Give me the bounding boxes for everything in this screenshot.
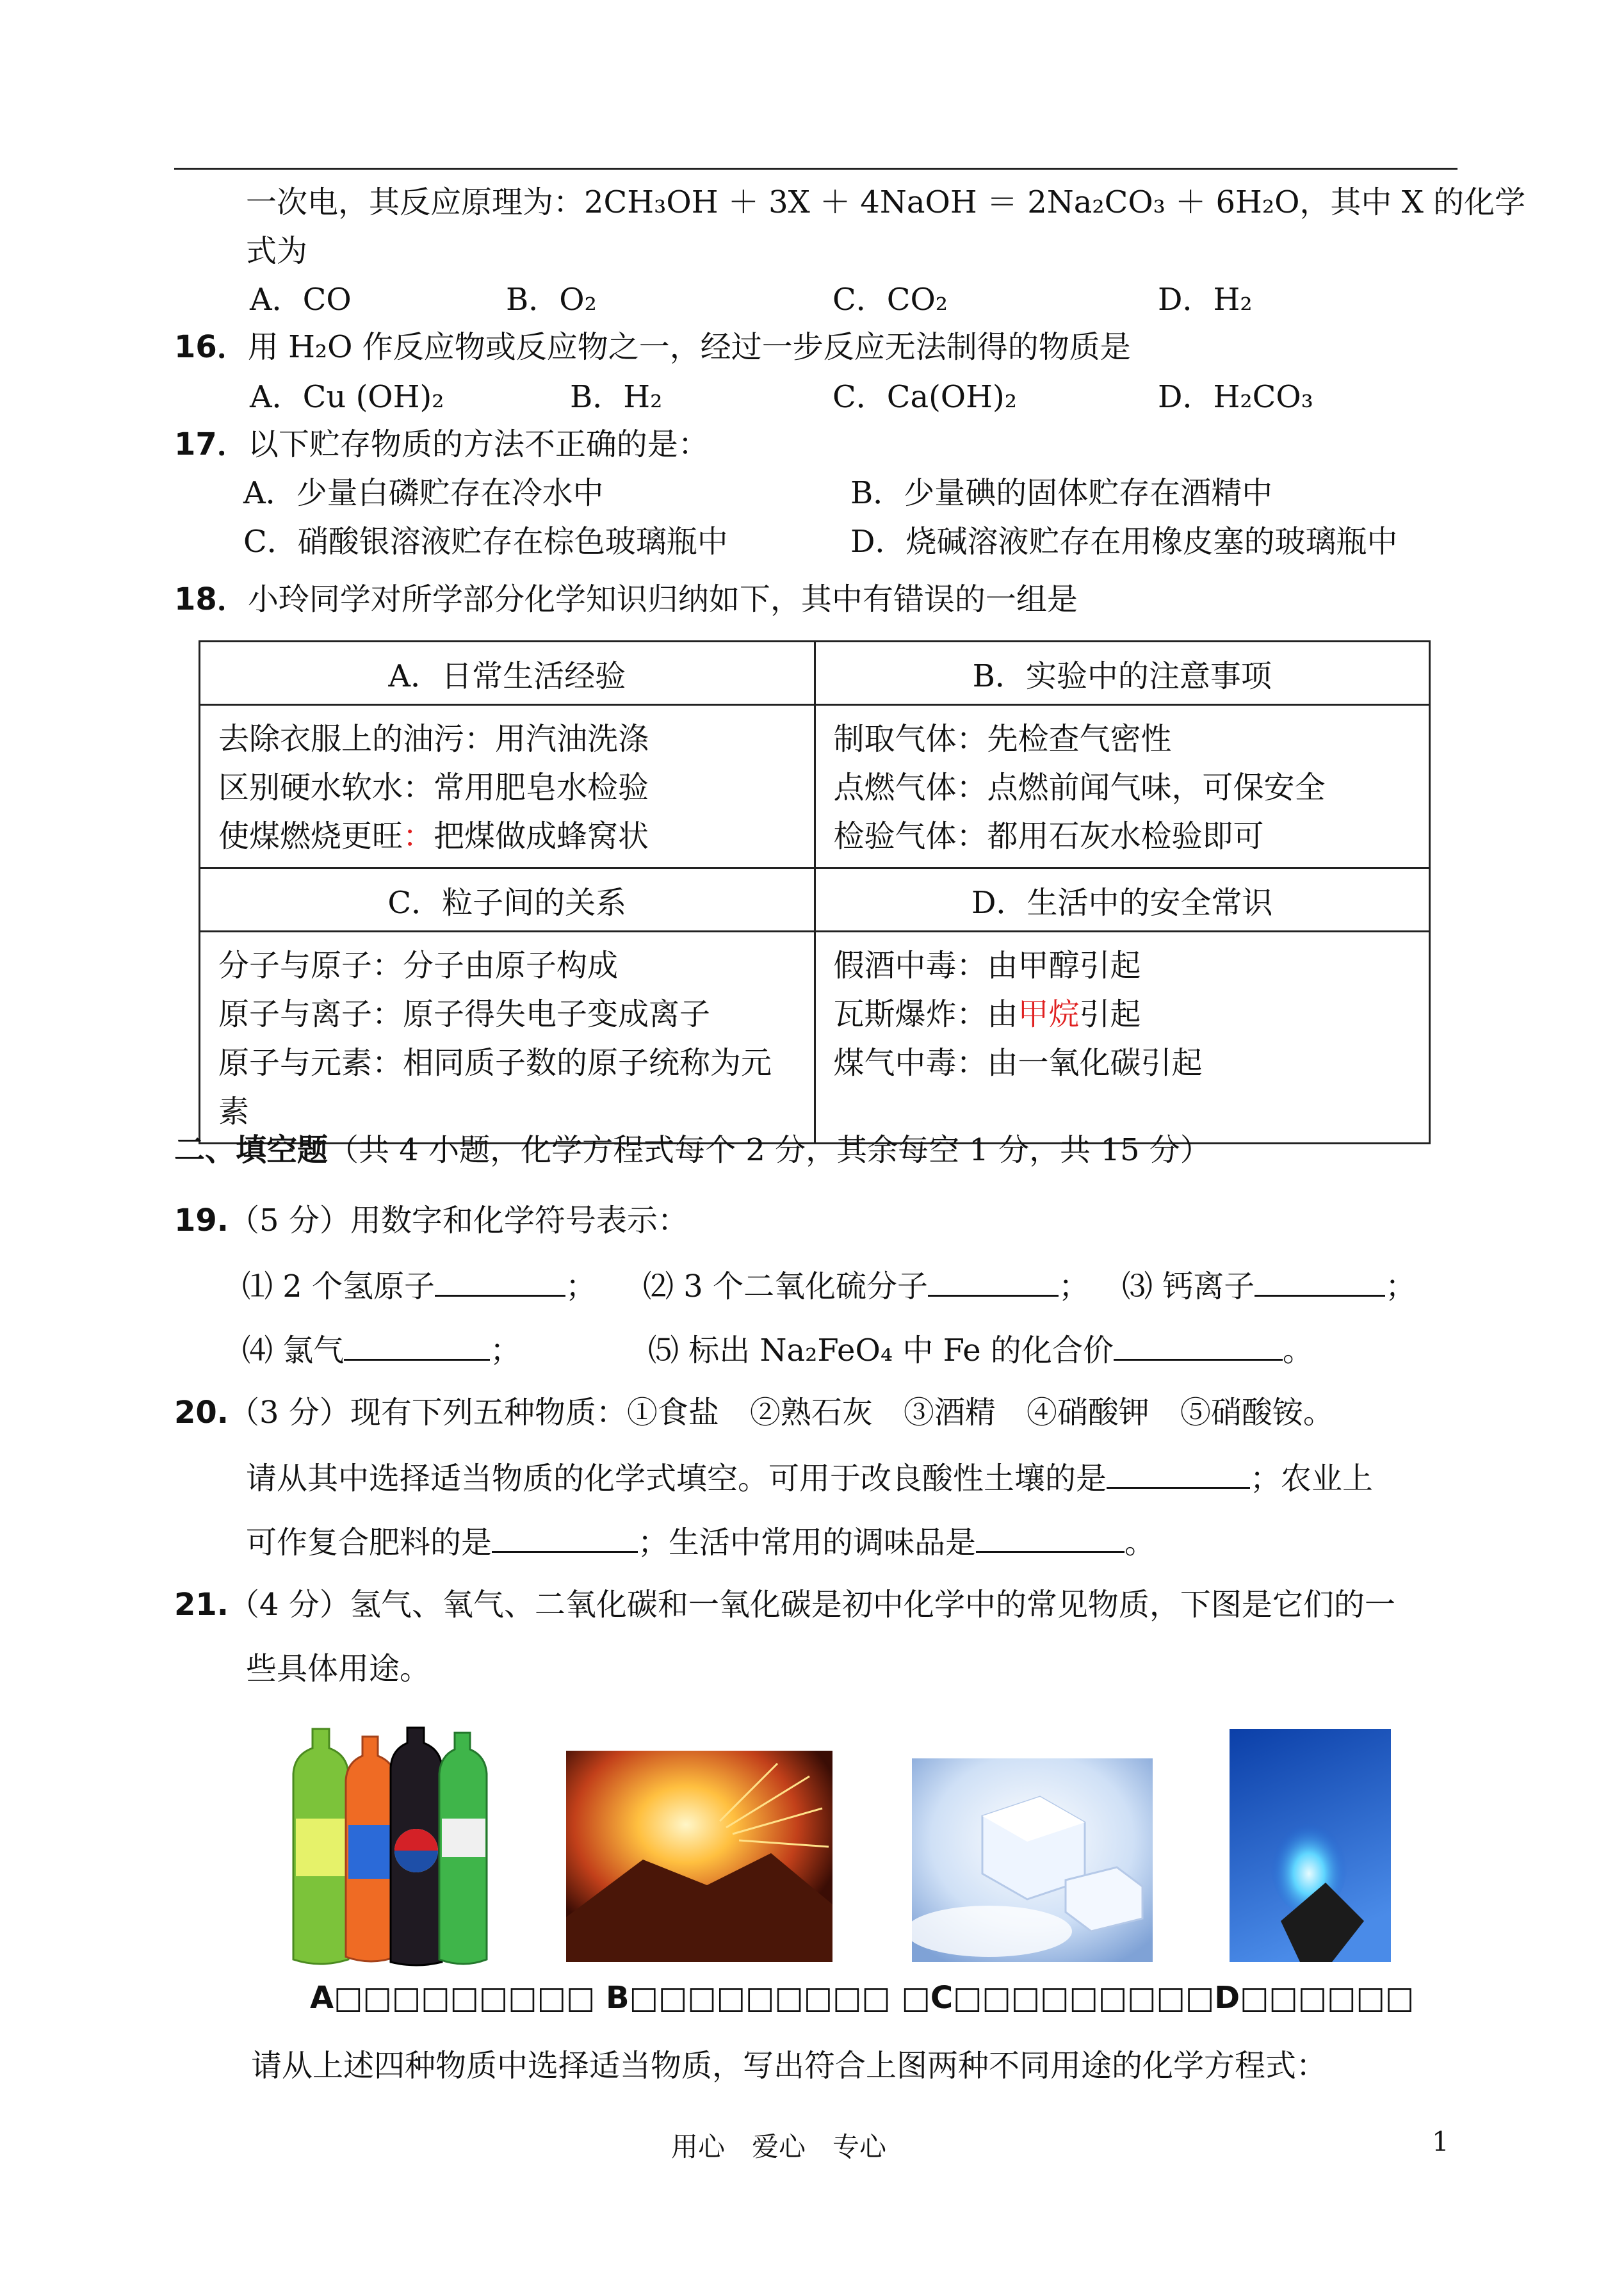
q17-stem: [174, 425, 709, 464]
q19-sep4: ；: [490, 1333, 521, 1368]
table-cell-a: [200, 705, 815, 868]
q19-part5-label: ⑸ 标出 Na₂FeO₄ 中 Fe 的化合价: [648, 1333, 1114, 1368]
table-cell-c: [200, 932, 815, 1144]
blue-flame-photo: [1230, 1729, 1391, 1962]
q20-line2-text: 请从其中选择适当物质的化学式填空。可用于改良酸性土壤的是: [246, 1461, 1107, 1496]
q15-option-c: C．CO₂: [832, 282, 948, 318]
q21-line2: 些具体用途。: [246, 1651, 431, 1687]
q19-row1: [242, 1265, 596, 1306]
table-d-line2-highlight: 甲烷: [1018, 996, 1080, 1032]
q21-line1: [174, 1585, 1395, 1624]
q20-blank1[interactable]: [1107, 1457, 1250, 1489]
q20-line3b-text: ；生活中常用的调味品是: [638, 1525, 977, 1561]
q16-option-b: B．H₂: [570, 379, 663, 415]
q20-number: 20.: [174, 1395, 229, 1431]
q20-blank3[interactable]: [976, 1521, 1125, 1553]
q18-stem-text: 小玲同学对所学部分化学知识归纳如下，其中有错误的一组是: [247, 581, 1078, 617]
q17-option-c: C．硝酸银溶液贮存在棕色玻璃瓶中: [243, 524, 728, 560]
q15-line1: 一次电，其反应原理为：2CH₃OH ＋ 3X ＋ 4NaOH ＝ 2Na₂CO₃ ＋ 6H₂O，其中 X 的化学: [246, 184, 1526, 220]
table-b-line1: 制取气体：先检查气密性: [833, 721, 1172, 757]
q17-option-a: A．少量白磷贮存在冷水中: [243, 475, 604, 511]
dry-ice-photo: [912, 1758, 1153, 1962]
q19-part3-blank[interactable]: [1255, 1265, 1385, 1297]
q16-option-a: A．Cu (OH)₂: [250, 379, 444, 415]
q17-number: 17．: [174, 426, 248, 462]
q19-end: 。: [1282, 1333, 1313, 1368]
table-b-line2: 点燃气体：点燃前闻气味，可保安全: [833, 770, 1326, 806]
table-a-line3-pre: 使煤燃烧更旺: [218, 818, 403, 854]
table-d-line3: 煤气中毒：由一氧化碳引起: [833, 1045, 1203, 1081]
q19-sep2: ；: [1059, 1269, 1090, 1304]
table-c-line1: 分子与原子：分子由原子构成: [218, 948, 619, 984]
table-head-a: A．日常生活经验: [200, 642, 815, 705]
q20-line1: [174, 1393, 1334, 1432]
table-head-b: B．实验中的注意事项: [815, 642, 1430, 705]
q21-number: 21.: [174, 1587, 229, 1623]
table-head-c: C．粒子间的关系: [200, 868, 815, 932]
knowledge-summary-table: [199, 640, 1431, 1144]
q19-stem: [174, 1201, 688, 1240]
table-d-line1: 假酒中毒：由甲醇引起: [833, 948, 1141, 984]
q19-part3-label: ⑶ 钙离子: [1122, 1269, 1255, 1304]
soda-bottles-photo: [282, 1723, 505, 1968]
table-c-line2: 原子与离子：原子得失电子变成离子: [218, 996, 711, 1032]
q20-line3a-text: 可作复合肥料的是: [246, 1525, 492, 1561]
q16-number: 16．: [174, 329, 248, 365]
molten-metal-photo: [566, 1751, 832, 1962]
table-a-line3-colon: ：: [403, 818, 434, 854]
table-a-line1: 去除衣服上的油污：用汽油洗涤: [218, 721, 649, 757]
table-cell-b: [815, 705, 1430, 868]
page-number: 1: [1432, 2126, 1449, 2157]
table-head-d: D．生活中的安全常识: [815, 868, 1430, 932]
q20-line2: [246, 1457, 1373, 1498]
q21-line3: 请从上述四种物质中选择适当物质，写出符合上图两种不同用途的化学方程式：: [251, 2048, 1328, 2084]
q18-stem: [174, 580, 1078, 619]
q17-option-d: D．烧碱溶液贮存在用橡皮塞的玻璃瓶中: [850, 524, 1398, 560]
q20-line3-end: 。: [1125, 1525, 1156, 1561]
q17-stem-text: 以下贮存物质的方法不正确的是：: [247, 426, 709, 462]
q20-line3: [246, 1521, 1155, 1562]
q19-part1-label: ⑴ 2 个氢原子: [242, 1269, 435, 1304]
q19-row2: [242, 1329, 521, 1370]
table-d-line2-pre: 瓦斯爆炸：由: [833, 996, 1018, 1032]
table-cell-d: [815, 932, 1430, 1144]
footer-motto: 用心 爱心 专心: [671, 2131, 887, 2162]
header-rule: [174, 168, 1458, 170]
q19-row1b: [643, 1265, 1089, 1306]
table-a-line2: 区别硬水软水：常用肥皂水检验: [218, 770, 649, 806]
q19-row2b: [648, 1329, 1313, 1370]
q18-number: 18．: [174, 581, 248, 617]
table-a-line3: [218, 812, 796, 861]
q19-number: 19.: [174, 1203, 229, 1238]
q19-sep1: ；: [565, 1269, 597, 1304]
q19-row1c: [1122, 1265, 1416, 1306]
q15-line2: 式为: [246, 233, 308, 269]
section2-note: （共 4 小题，化学方程式每个 2 分，其余每空 1 分，共 15 分）: [328, 1132, 1211, 1168]
q20-blank2[interactable]: [492, 1521, 638, 1553]
table-a-line3-post: 把煤做成蜂窝状: [434, 818, 649, 854]
q20-line1-text: （3 分）现有下列五种物质：①食盐 ②熟石灰 ③酒精 ④硝酸钾 ⑤硝酸铵。: [229, 1395, 1334, 1431]
q16-stem-text: 用 H₂O 作反应物或反应物之一，经过一步反应无法制得的物质是: [247, 329, 1131, 365]
q17-option-b: B．少量碘的固体贮存在酒精中: [850, 475, 1273, 511]
q16-stem: [174, 328, 1131, 366]
q16-option-d: D．H₂CO₃: [1158, 379, 1313, 415]
q19-part4-blank[interactable]: [344, 1329, 490, 1361]
q15-option-b: B．O₂: [506, 282, 597, 318]
section2-heading: [174, 1131, 1211, 1169]
q15-option-a: A．CO: [250, 282, 352, 318]
q19-part4-label: ⑷ 氯气: [242, 1333, 345, 1368]
section2-title: 二、填空题: [174, 1132, 329, 1168]
table-d-line2-post: 引起: [1079, 996, 1141, 1032]
q21-photo-captions: A□□□□□□□□□ B□□□□□□□□□ □C□□□□□□□□□D□□□□□□: [310, 1980, 1415, 2016]
q15-option-d: D．H₂: [1158, 282, 1253, 318]
q19-part2-label: ⑵ 3 个二氧化硫分子: [643, 1269, 929, 1304]
q21-line1-text: （4 分）氢气、氧气、二氧化碳和一氧化碳是初中化学中的常见物质，下图是它们的一: [229, 1587, 1395, 1623]
q20-line2-end: ；农业上: [1250, 1461, 1374, 1496]
table-c-line3: 原子与元素：相同质子数的原子统称为元素: [218, 1045, 772, 1130]
table-b-line3: 检验气体：都用石灰水检验即可: [833, 818, 1264, 854]
q19-part5-blank[interactable]: [1114, 1329, 1283, 1361]
q19-part1-blank[interactable]: [435, 1265, 565, 1297]
q19-sep3: ；: [1385, 1269, 1417, 1304]
table-d-line2: [834, 990, 1411, 1039]
q19-stem-text: （5 分）用数字和化学符号表示：: [229, 1203, 688, 1238]
q16-option-c: C．Ca(OH)₂: [832, 379, 1017, 415]
q19-part2-blank[interactable]: [928, 1265, 1059, 1297]
